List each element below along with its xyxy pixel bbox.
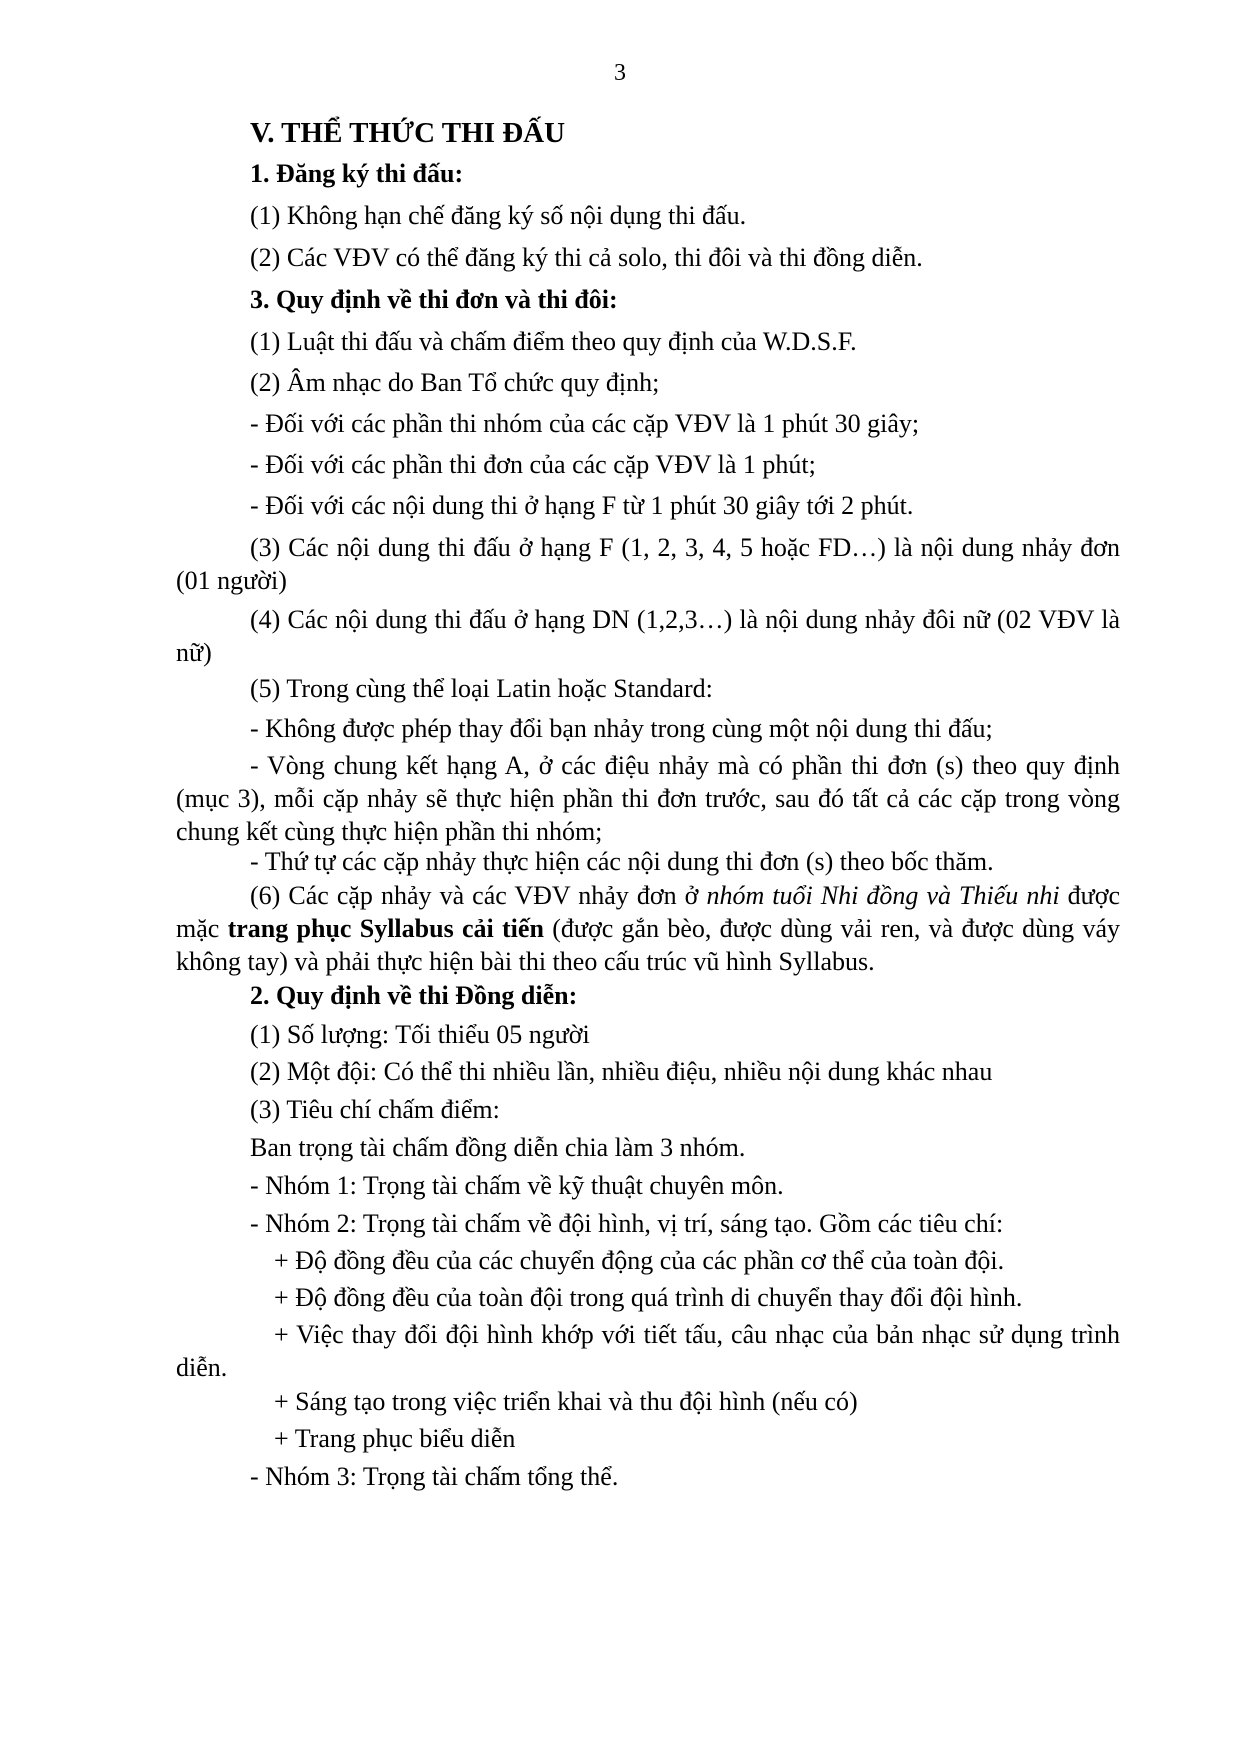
single-item-2-c: - Đối với các nội dung thi ở hạng F từ 1 phút 30 giây tới 2 phút. (250, 491, 914, 520)
group-judge-2-c: + Việc thay đổi đội hình khớp với tiết tấu, câu nhạc của bản nhạc sử dụng trình diễn. (176, 1320, 1120, 1382)
single-item-2-b: - Đối với các phần thi đơn của các cặp VĐV là 1 phút; (250, 450, 816, 479)
registration-item-1: (1) Không hạn chế đăng ký số nội dụng thi đấu. (250, 201, 747, 230)
group-judge-1: - Nhóm 1: Trọng tài chấm về kỹ thuật chuyên môn. (250, 1171, 784, 1200)
registration-heading: 1. Đăng ký thi đấu: (250, 159, 464, 188)
single-item-4: (4) Các nội dung thi đấu ở hạng DN (1,2,3…) là nội dung nhảy đôi nữ (02 VĐV là nữ) (176, 605, 1120, 667)
group-judge-2-b: + Độ đồng đều của toàn đội trong quá trình di chuyển thay đổi đội hình. (274, 1283, 1023, 1312)
single-item-5-b: - Vòng chung kết hạng A, ở các điệu nhảy mà có phần thi đơn (s) theo quy định (mục 3), mỗi cặp nhảy sẽ thực hiện phần thi đơn trước, sau đó tất cả các cặp trong vòng chung kết cùng thực hiện phần thi nhóm; (176, 751, 1120, 846)
group-judge-2-d: + Sáng tạo trong việc triển khai và thu đội hình (nếu có) (274, 1387, 858, 1416)
single-item-6-middle: được mặc (176, 881, 1120, 943)
registration-item-2: (2) Các VĐV có thể đăng ký thi cả solo, thi đôi và thi đồng diễn. (250, 243, 923, 272)
single-item-6-suffix: (được gắn bèo, được dùng vải ren, và được dùng váy không tay) và phải thực hiện bài thi theo cấu trúc vũ hình Syllabus. (176, 914, 1120, 976)
group-heading: 2. Quy định về thi Đồng diễn: (250, 981, 578, 1010)
single-item-1: (1) Luật thi đấu và chấm điểm theo quy định của W.D.S.F. (250, 327, 857, 356)
single-item-5-c: - Thứ tự các cặp nhảy thực hiện các nội dung thi đơn (s) theo bốc thăm. (250, 847, 994, 876)
group-item-2: (2) Một đội: Có thể thi nhiều lần, nhiều điệu, nhiều nội dung khác nhau (250, 1057, 993, 1086)
single-item-5: (5) Trong cùng thể loại Latin hoặc Standard: (250, 674, 713, 703)
single-item-6-prefix: (6) Các cặp nhảy và các VĐV nhảy đơn ở (250, 881, 707, 910)
single-item-6-costume: trang phục Syllabus cải tiến (227, 914, 544, 943)
single-pair-heading: 3. Quy định về thi đơn và thi đôi: (250, 285, 618, 314)
single-item-5-a: - Không được phép thay đổi bạn nhảy trong cùng một nội dung thi đấu; (250, 714, 993, 743)
single-item-3: (3) Các nội dung thi đấu ở hạng F (1, 2, 3, 4, 5 hoặc FD…) là nội dung nhảy đơn (01 người) (176, 533, 1120, 595)
group-item-1: (1) Số lượng: Tối thiểu 05 người (250, 1020, 590, 1049)
group-judge-2: - Nhóm 2: Trọng tài chấm về đội hình, vị trí, sáng tạo. Gồm các tiêu chí: (250, 1209, 1004, 1238)
group-judge-3: - Nhóm 3: Trọng tài chấm tổng thể. (250, 1462, 619, 1491)
single-item-6-age-group: nhóm tuổi Nhi đồng và Thiếu nhi (706, 881, 1060, 910)
group-judge-2-e: + Trang phục biểu diễn (274, 1424, 516, 1453)
group-item-3: (3) Tiêu chí chấm điểm: (250, 1095, 500, 1124)
group-intro: Ban trọng tài chấm đồng diễn chia làm 3 nhóm. (250, 1133, 746, 1162)
single-item-6 (176, 879, 1120, 978)
group-judge-2-a: + Độ đồng đều của các chuyển động của các phần cơ thể của toàn đội. (274, 1246, 1005, 1275)
section-title: V. THỂ THỨC THI ĐẤU (250, 117, 566, 149)
page-number: 3 (614, 60, 626, 86)
single-item-2: (2) Âm nhạc do Ban Tổ chức quy định; (250, 368, 660, 397)
single-item-2-a: - Đối với các phần thi nhóm của các cặp VĐV là 1 phút 30 giây; (250, 409, 920, 438)
